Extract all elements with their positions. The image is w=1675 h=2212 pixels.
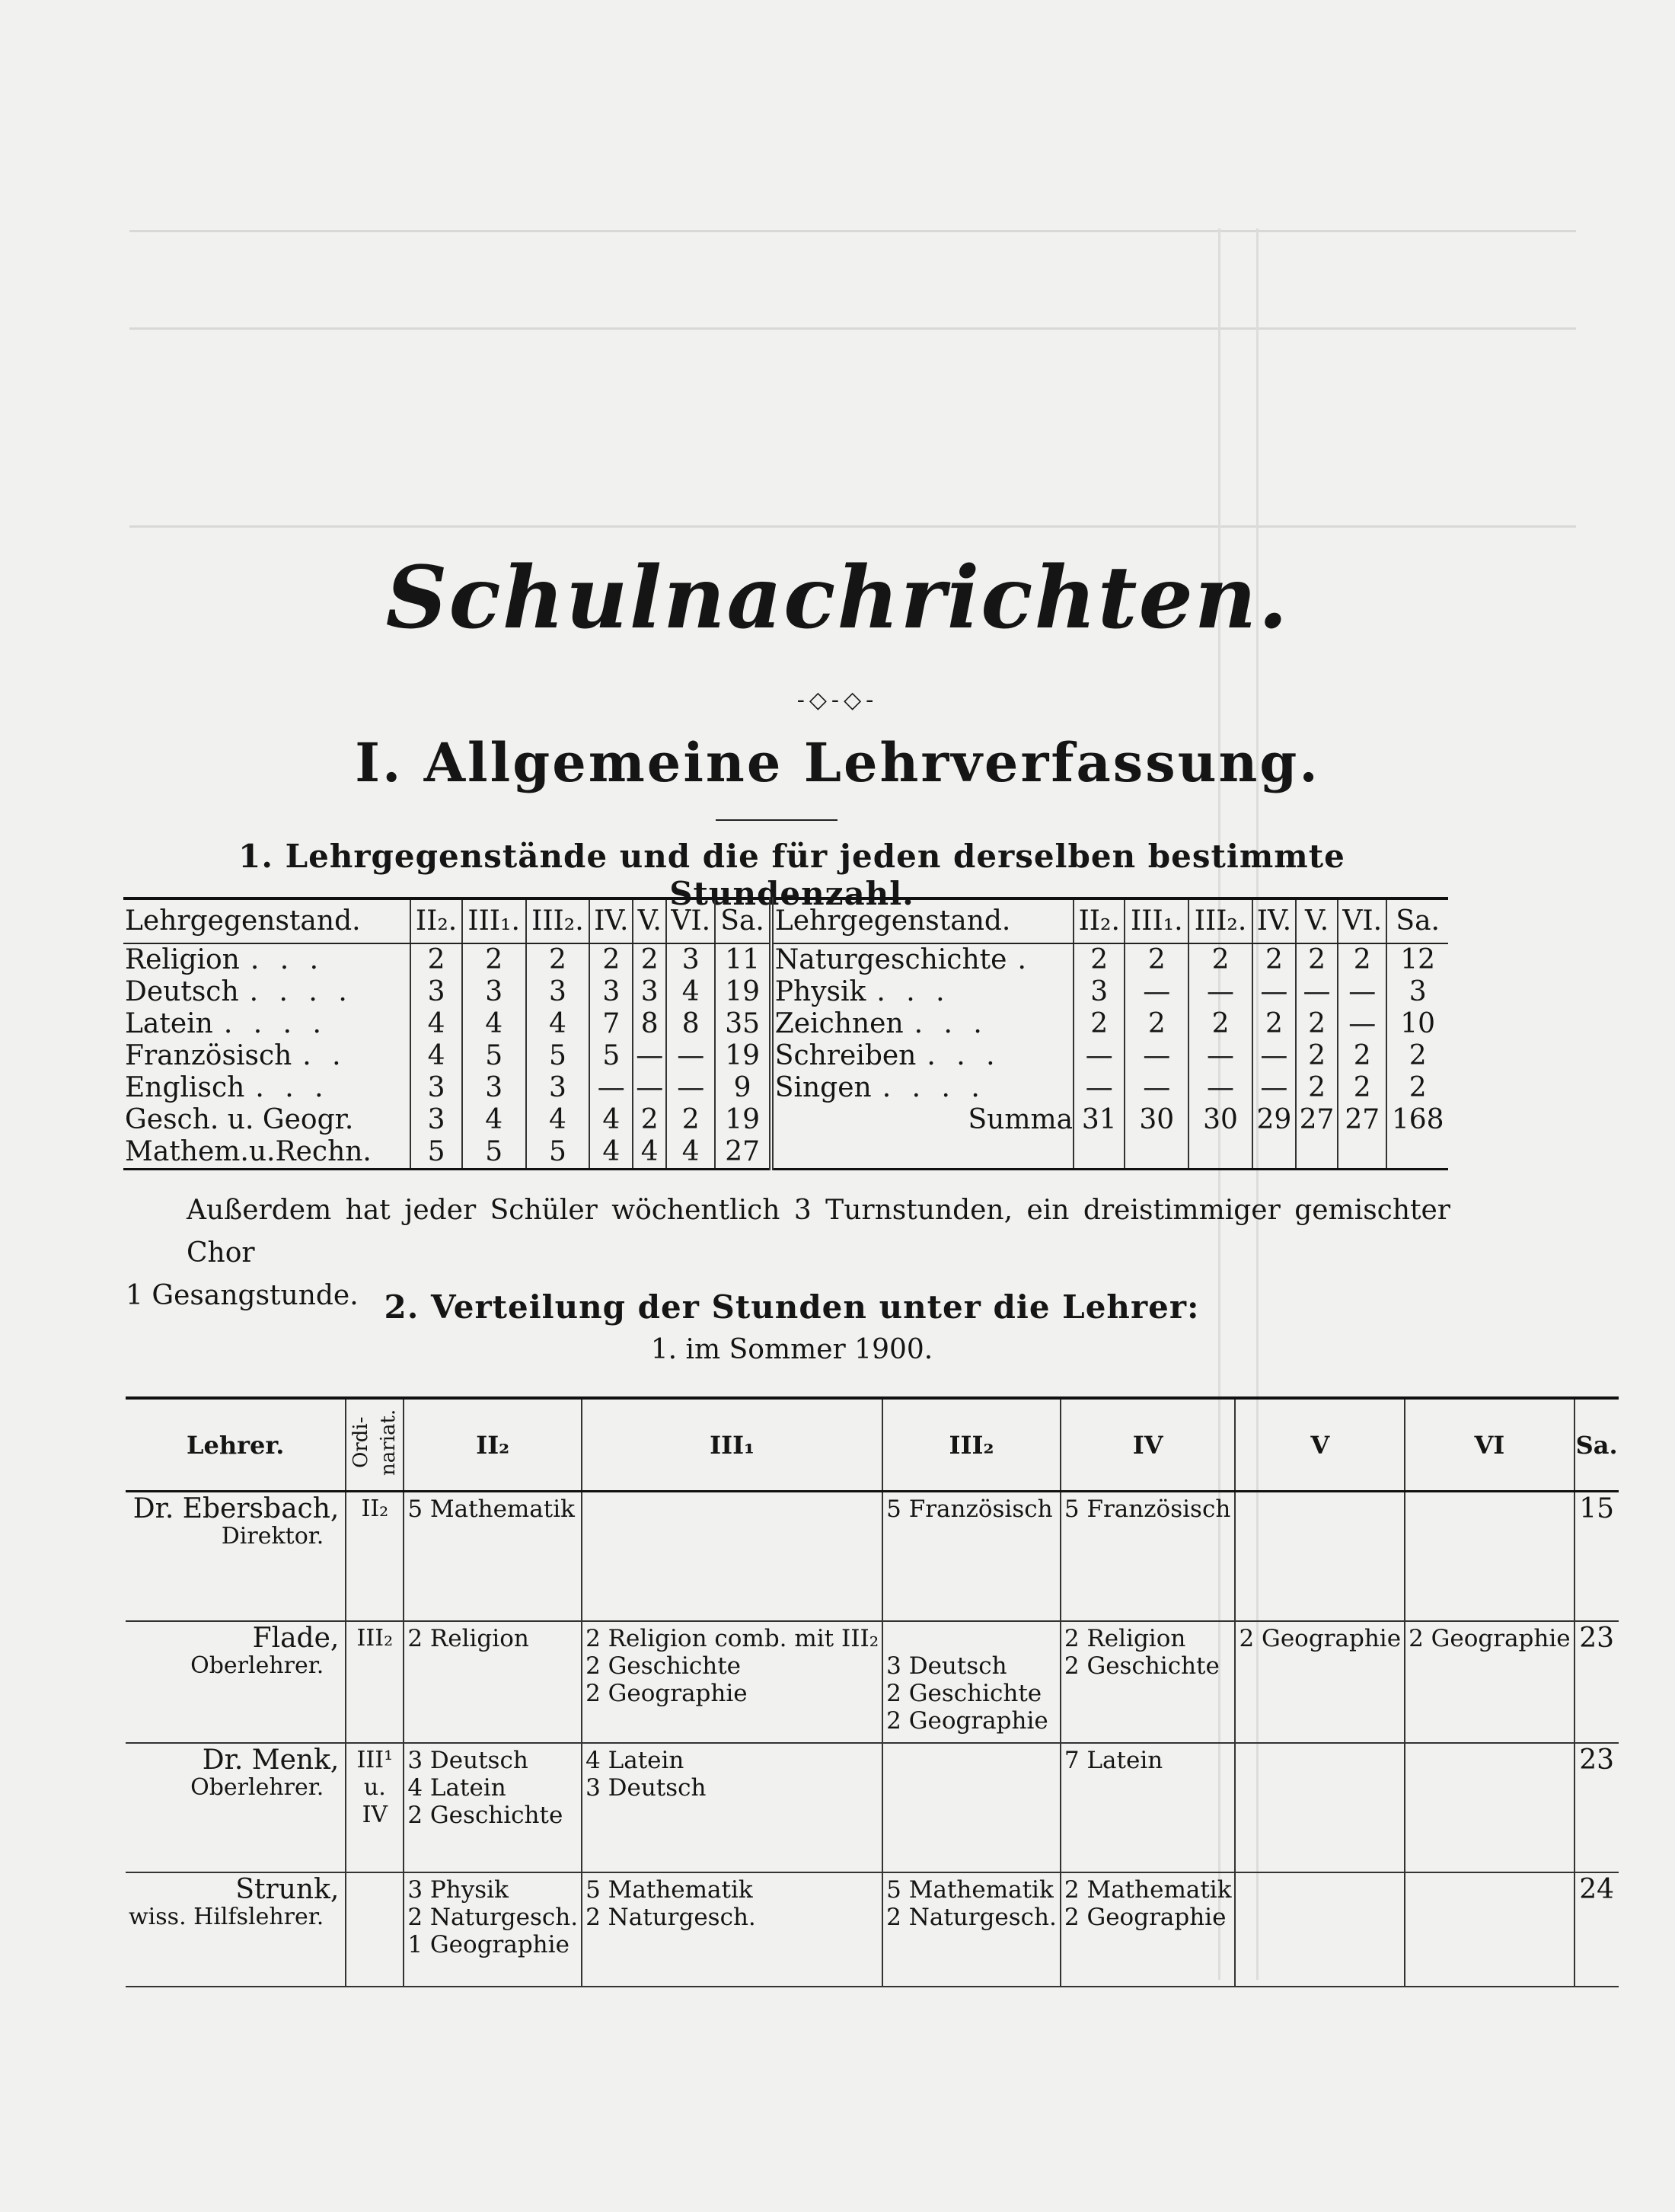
lessons-cell bbox=[1405, 1492, 1574, 1621]
hours-cell: 30 bbox=[1188, 1104, 1252, 1136]
teacher-role: Direktor. bbox=[221, 1523, 324, 1550]
table-header-row bbox=[126, 1398, 1619, 1492]
hours-cell: 3 bbox=[589, 976, 633, 1008]
subject-name: Mathem.u.Rechn. bbox=[125, 1136, 372, 1167]
hours-cell: 27 bbox=[1338, 1104, 1386, 1136]
table-row bbox=[123, 976, 1448, 1008]
hours-cell: 4 bbox=[462, 1008, 526, 1040]
hours-cell: 2 bbox=[1338, 1040, 1386, 1072]
hours-cell: 5 bbox=[410, 1136, 461, 1170]
hours-cell: 2 bbox=[1074, 943, 1125, 976]
hours-cell: 3 bbox=[526, 976, 590, 1008]
note-line: 1 Gesangstunde. bbox=[126, 1280, 359, 1311]
hours-cell: 5 bbox=[589, 1040, 633, 1072]
hours-cell: 4 bbox=[589, 1136, 633, 1170]
ordinariat-line: III¹ bbox=[356, 1746, 394, 1773]
column-header: VI bbox=[1405, 1398, 1574, 1492]
hours-cell: 8 bbox=[666, 1008, 715, 1040]
teacher-distribution-table bbox=[126, 1396, 1619, 1987]
leader-dots: . . . bbox=[255, 1072, 330, 1103]
ordinariat-cell bbox=[346, 1621, 404, 1743]
hours-cell: 3 bbox=[666, 943, 715, 976]
leader-dots: . . . bbox=[927, 1040, 1001, 1071]
lessons-cell bbox=[1235, 1492, 1405, 1621]
subsection-subheading: 1. im Sommer 1900. bbox=[650, 1334, 933, 1365]
section-heading: I. Allgemeine Lehrverfassung. bbox=[355, 731, 1320, 794]
hours-cell: — bbox=[1188, 976, 1252, 1008]
lesson-line: 2 Religion comb. mit III₂ bbox=[585, 1624, 879, 1652]
ordinariat-cell bbox=[346, 1743, 404, 1872]
subject-name: Singen bbox=[774, 1072, 872, 1103]
lessons-cell bbox=[404, 1743, 582, 1872]
subject-name: Naturgeschichte bbox=[774, 944, 1007, 975]
teacher-name: Strunk, bbox=[235, 1873, 340, 1905]
hours-cell bbox=[1188, 1136, 1252, 1170]
bleed-through-line bbox=[129, 230, 1576, 232]
teacher-cell bbox=[126, 1492, 346, 1621]
lesson-line: 3 Physik bbox=[407, 1875, 509, 1904]
hours-cell bbox=[1386, 1136, 1448, 1170]
hours-cell: 7 bbox=[589, 1008, 633, 1040]
lessons-cell bbox=[1061, 1743, 1236, 1872]
lesson-line: 4 Latein bbox=[585, 1746, 684, 1774]
column-header: VI. bbox=[666, 899, 715, 943]
column-header: Sa. bbox=[1386, 899, 1448, 943]
lesson-line: 2 Religion bbox=[407, 1624, 529, 1652]
hours-cell: 2 bbox=[1296, 1008, 1338, 1040]
table-row bbox=[123, 1008, 1448, 1040]
leader-dots: . bbox=[1017, 944, 1032, 975]
hours-cell: — bbox=[1252, 976, 1296, 1008]
hours-cell: 2 bbox=[1296, 1040, 1338, 1072]
leader-dots: . . . bbox=[914, 1008, 988, 1039]
hours-cell: 29 bbox=[1252, 1104, 1296, 1136]
leader-dots: . . . bbox=[250, 944, 325, 975]
teacher-role: Oberlehrer. bbox=[190, 1773, 324, 1801]
lessons-cell bbox=[882, 1621, 1061, 1743]
teacher-role: Oberlehrer. bbox=[190, 1652, 324, 1679]
hours-cell: — bbox=[1125, 1072, 1188, 1104]
lessons-cell bbox=[1235, 1743, 1405, 1872]
hours-cell: — bbox=[1074, 1040, 1125, 1072]
subject-name: Gesch. u. Geogr. bbox=[125, 1104, 354, 1135]
lesson-line: 7 Latein bbox=[1064, 1746, 1163, 1774]
hours-cell: 27 bbox=[1296, 1104, 1338, 1136]
subject-name: Französisch bbox=[125, 1040, 292, 1071]
lesson-line: 2 Geschichte bbox=[407, 1801, 563, 1829]
subject-name: Summa bbox=[968, 1104, 1074, 1135]
lessons-cell bbox=[582, 1492, 882, 1621]
subject-cell bbox=[771, 943, 1074, 976]
hours-cell: 2 bbox=[1188, 1008, 1252, 1040]
hours-cell bbox=[1125, 1136, 1188, 1170]
hours-cell: 5 bbox=[526, 1136, 590, 1170]
subject-cell bbox=[123, 1104, 410, 1136]
subject-cell bbox=[123, 1136, 410, 1170]
hours-cell: — bbox=[666, 1040, 715, 1072]
ordinariat-label: Ordi-nariat. bbox=[349, 1409, 400, 1476]
hours-cell: 3 bbox=[462, 1072, 526, 1104]
subject-name: Schreiben bbox=[774, 1040, 917, 1071]
teacher-cell bbox=[126, 1743, 346, 1872]
column-header: Sa. bbox=[715, 899, 770, 943]
lesson-line: 2 Naturgesch. bbox=[585, 1903, 756, 1931]
leader-dots: . . bbox=[302, 1040, 347, 1071]
lessons-cell bbox=[1061, 1621, 1236, 1743]
lesson-line: 3 Deutsch bbox=[886, 1652, 1007, 1680]
ordinariat-cell bbox=[346, 1492, 404, 1621]
hours-cell: 2 bbox=[1188, 943, 1252, 976]
teacher-cell bbox=[126, 1621, 346, 1743]
lesson-line: 1 Geographie bbox=[407, 1930, 570, 1958]
column-header-teacher: Lehrer. bbox=[126, 1398, 346, 1492]
column-header: III₁. bbox=[1125, 899, 1188, 943]
lessons-cell bbox=[1405, 1743, 1574, 1872]
hours-cell: 2 bbox=[1338, 943, 1386, 976]
lesson-line: 4 Latein bbox=[407, 1773, 506, 1802]
hours-cell: 2 bbox=[633, 1104, 666, 1136]
ordinariat-line: III₂ bbox=[356, 1624, 394, 1652]
hours-cell: 2 bbox=[1386, 1040, 1448, 1072]
hours-cell bbox=[1296, 1136, 1338, 1170]
hours-cell: 8 bbox=[633, 1008, 666, 1040]
hours-cell bbox=[1074, 1136, 1125, 1170]
subject-cell bbox=[771, 1136, 1074, 1170]
subject-cell bbox=[123, 1008, 410, 1040]
subject-cell bbox=[123, 1072, 410, 1104]
hours-cell: 4 bbox=[462, 1104, 526, 1136]
teacher-name: Flade, bbox=[252, 1622, 340, 1654]
hours-cell: 2 bbox=[410, 943, 461, 976]
table-row bbox=[123, 1136, 1448, 1170]
table-row bbox=[126, 1743, 1619, 1872]
subject-cell bbox=[771, 1008, 1074, 1040]
table-row bbox=[123, 1040, 1448, 1072]
lesson-line: 2 Geographie bbox=[886, 1706, 1048, 1735]
hours-cell: 4 bbox=[633, 1136, 666, 1170]
subject-name: Deutsch bbox=[125, 976, 239, 1007]
lessons-cell bbox=[404, 1621, 582, 1743]
hours-cell bbox=[1338, 1136, 1386, 1170]
lesson-line: 2 Geschichte bbox=[585, 1652, 742, 1680]
subject-name: Latein bbox=[125, 1008, 213, 1039]
lesson-line: 5 Französisch bbox=[886, 1495, 1053, 1523]
hours-cell: 9 bbox=[715, 1072, 770, 1104]
hours-cell: 2 bbox=[1074, 1008, 1125, 1040]
lessons-cell bbox=[882, 1743, 1061, 1872]
hours-cell: — bbox=[1338, 976, 1386, 1008]
column-header: III₁. bbox=[462, 899, 526, 943]
lesson-line: 2 Mathematik bbox=[1064, 1875, 1232, 1904]
subject-name: Zeichnen bbox=[774, 1008, 904, 1039]
hours-cell: 5 bbox=[462, 1136, 526, 1170]
hours-cell: 168 bbox=[1386, 1104, 1448, 1136]
table-row bbox=[123, 943, 1448, 976]
hours-cell: 2 bbox=[666, 1104, 715, 1136]
sum-cell: 23 bbox=[1574, 1621, 1619, 1743]
subject-cell bbox=[123, 943, 410, 976]
lessons-cell bbox=[882, 1492, 1061, 1621]
hours-cell: 4 bbox=[526, 1008, 590, 1040]
subject-cell bbox=[771, 1040, 1074, 1072]
hours-cell: 35 bbox=[715, 1008, 770, 1040]
sum-cell: 15 bbox=[1574, 1492, 1619, 1621]
column-header: III₂. bbox=[1188, 899, 1252, 943]
lesson-line: 3 Deutsch bbox=[407, 1746, 528, 1774]
column-header: II₂. bbox=[410, 899, 461, 943]
teacher-name: Dr. Menk, bbox=[202, 1744, 340, 1776]
hours-cell bbox=[1252, 1136, 1296, 1170]
hours-cell: — bbox=[1296, 976, 1338, 1008]
lessons-cell bbox=[882, 1872, 1061, 1987]
hours-cell: 4 bbox=[526, 1104, 590, 1136]
column-header: V bbox=[1235, 1398, 1405, 1492]
subsection-heading-2: 2. Verteilung der Stunden unter die Lehrer: bbox=[384, 1288, 1200, 1326]
lessons-cell bbox=[582, 1621, 882, 1743]
lessons-cell bbox=[1405, 1872, 1574, 1987]
lesson-line: 2 Religion bbox=[1064, 1624, 1186, 1652]
hours-cell: 3 bbox=[410, 976, 461, 1008]
lessons-cell bbox=[1061, 1872, 1236, 1987]
table-row bbox=[123, 1072, 1448, 1104]
lesson-line: 5 Französisch bbox=[1064, 1495, 1231, 1523]
column-header: Lehrgegenstand. bbox=[123, 899, 410, 943]
hours-cell: — bbox=[1338, 1008, 1386, 1040]
hours-cell: 31 bbox=[1074, 1104, 1125, 1136]
table-header-row bbox=[123, 899, 1448, 943]
hours-cell: — bbox=[633, 1072, 666, 1104]
teacher-role: wiss. Hilfslehrer. bbox=[129, 1903, 324, 1930]
hours-cell: — bbox=[1125, 976, 1188, 1008]
hours-cell: — bbox=[633, 1040, 666, 1072]
hours-cell: 3 bbox=[1386, 976, 1448, 1008]
lessons-cell bbox=[404, 1872, 582, 1987]
hours-cell: 4 bbox=[666, 976, 715, 1008]
hours-cell: 5 bbox=[526, 1040, 590, 1072]
lesson-line bbox=[886, 1625, 1057, 1652]
hours-cell: — bbox=[1188, 1040, 1252, 1072]
hours-cell: 12 bbox=[1386, 943, 1448, 976]
hours-cell: 2 bbox=[1252, 943, 1296, 976]
subject-cell bbox=[123, 976, 410, 1008]
hours-cell: 3 bbox=[462, 976, 526, 1008]
column-header: VI. bbox=[1338, 899, 1386, 943]
lesson-line: 5 Mathematik bbox=[407, 1495, 575, 1523]
leader-dots: . . . . bbox=[249, 976, 353, 1007]
hours-cell: — bbox=[1252, 1040, 1296, 1072]
hours-cell: 2 bbox=[1296, 1072, 1338, 1104]
hours-cell: 3 bbox=[633, 976, 666, 1008]
hours-cell: 2 bbox=[462, 943, 526, 976]
lesson-line: 3 Deutsch bbox=[585, 1773, 707, 1802]
hours-cell: — bbox=[1252, 1072, 1296, 1104]
hours-cell: 3 bbox=[410, 1104, 461, 1136]
column-header-ordinariat bbox=[346, 1398, 404, 1492]
hours-cell: 4 bbox=[589, 1104, 633, 1136]
leader-dots: . . . . bbox=[223, 1008, 327, 1039]
hours-cell: 2 bbox=[1125, 1008, 1188, 1040]
lesson-line: 2 Naturgesch. bbox=[886, 1903, 1057, 1931]
hours-cell: 4 bbox=[410, 1040, 461, 1072]
column-header: IV. bbox=[1252, 899, 1296, 943]
column-header-sum: Sa. bbox=[1574, 1398, 1619, 1492]
lessons-cell bbox=[582, 1872, 882, 1987]
column-header: III₁ bbox=[582, 1398, 882, 1492]
subject-name: Religion bbox=[125, 944, 240, 975]
ordinariat-line: IV bbox=[362, 1801, 388, 1828]
hours-cell: 3 bbox=[526, 1072, 590, 1104]
column-header: IV. bbox=[589, 899, 633, 943]
hours-cell: — bbox=[666, 1072, 715, 1104]
subject-name: Physik bbox=[774, 976, 866, 1007]
lessons-cell bbox=[1235, 1872, 1405, 1987]
hours-cell: 3 bbox=[410, 1072, 461, 1104]
hours-cell: 2 bbox=[1252, 1008, 1296, 1040]
table-row bbox=[126, 1492, 1619, 1621]
lessons-cell bbox=[1405, 1621, 1574, 1743]
hours-cell: 2 bbox=[526, 943, 590, 976]
hours-cell: 19 bbox=[715, 976, 770, 1008]
note-line: Außerdem hat jeder Schüler wöchentlich 3 Turnstunden, ein dreistimmiger gemischter Chor bbox=[187, 1195, 1450, 1269]
lessons-cell bbox=[1235, 1621, 1405, 1743]
lesson-line: 2 Geographie bbox=[585, 1679, 748, 1707]
leader-dots: . . . . bbox=[882, 1072, 986, 1103]
lesson-line: 2 Naturgesch. bbox=[407, 1903, 579, 1931]
subsection-heading-1: 1. Lehrgegenstände und die für jeden derselben bestimmte Stundenzahl. bbox=[238, 838, 1345, 912]
column-header: II₂ bbox=[404, 1398, 582, 1492]
hours-cell: 19 bbox=[715, 1104, 770, 1136]
hours-cell: — bbox=[1125, 1040, 1188, 1072]
teacher-cell bbox=[126, 1872, 346, 1987]
hours-cell: — bbox=[1074, 1072, 1125, 1104]
hours-cell: 5 bbox=[462, 1040, 526, 1072]
bleed-through-line bbox=[129, 525, 1576, 528]
table-row bbox=[126, 1872, 1619, 1987]
sum-cell: 23 bbox=[1574, 1743, 1619, 1872]
lesson-line: 2 Geschichte bbox=[886, 1679, 1042, 1707]
ornament-divider: -◇-◇- bbox=[796, 687, 879, 713]
column-header: Lehrgegenstand. bbox=[771, 899, 1074, 943]
lessons-cell bbox=[582, 1743, 882, 1872]
ordinariat-cell bbox=[346, 1872, 404, 1987]
hours-cell: 3 bbox=[1074, 976, 1125, 1008]
lesson-line: 2 Geographie bbox=[1064, 1903, 1227, 1931]
hours-cell: 2 bbox=[1296, 943, 1338, 976]
subjects-hours-table bbox=[123, 897, 1448, 1170]
teacher-name: Dr. Ebersbach, bbox=[132, 1493, 340, 1524]
bleed-through-line bbox=[129, 327, 1576, 330]
column-header: IV bbox=[1061, 1398, 1236, 1492]
lesson-line: 5 Mathematik bbox=[886, 1875, 1054, 1904]
page-title: Schulnachrichten. bbox=[385, 548, 1290, 648]
subject-cell bbox=[123, 1040, 410, 1072]
lesson-line: 2 Geographie bbox=[1239, 1624, 1402, 1652]
hours-cell: 27 bbox=[715, 1136, 770, 1170]
lessons-cell bbox=[404, 1492, 582, 1621]
hours-cell: — bbox=[589, 1072, 633, 1104]
table-row bbox=[123, 1104, 1448, 1136]
hours-cell: 4 bbox=[410, 1008, 461, 1040]
lessons-cell bbox=[1061, 1492, 1236, 1621]
subject-cell bbox=[771, 1072, 1074, 1104]
hours-cell: 10 bbox=[1386, 1008, 1448, 1040]
lesson-line: 5 Mathematik bbox=[585, 1875, 753, 1904]
column-header: III₂ bbox=[882, 1398, 1061, 1492]
hours-cell: 2 bbox=[1125, 943, 1188, 976]
hours-cell: 19 bbox=[715, 1040, 770, 1072]
leader-dots: . . . bbox=[876, 976, 951, 1007]
short-rule bbox=[716, 819, 838, 821]
hours-cell: — bbox=[1188, 1072, 1252, 1104]
ordinariat-line: II₂ bbox=[361, 1495, 389, 1522]
hours-cell: 11 bbox=[715, 943, 770, 976]
column-header: II₂. bbox=[1074, 899, 1125, 943]
hours-cell: 30 bbox=[1125, 1104, 1188, 1136]
hours-cell: 2 bbox=[589, 943, 633, 976]
hours-cell: 2 bbox=[1338, 1072, 1386, 1104]
sum-cell: 24 bbox=[1574, 1872, 1619, 1987]
subject-name: Englisch bbox=[125, 1072, 245, 1103]
column-header: V. bbox=[1296, 899, 1338, 943]
hours-cell: 2 bbox=[1386, 1072, 1448, 1104]
lesson-line: 2 Geographie bbox=[1409, 1624, 1571, 1652]
column-header: V. bbox=[633, 899, 666, 943]
column-header: III₂. bbox=[526, 899, 590, 943]
lesson-line: 2 Geschichte bbox=[1064, 1652, 1220, 1680]
hours-cell: 4 bbox=[666, 1136, 715, 1170]
table-row bbox=[126, 1621, 1619, 1743]
ordinariat-line: u. bbox=[363, 1773, 386, 1801]
hours-cell: 2 bbox=[633, 943, 666, 976]
subject-cell bbox=[771, 1104, 1074, 1136]
subject-cell bbox=[771, 976, 1074, 1008]
